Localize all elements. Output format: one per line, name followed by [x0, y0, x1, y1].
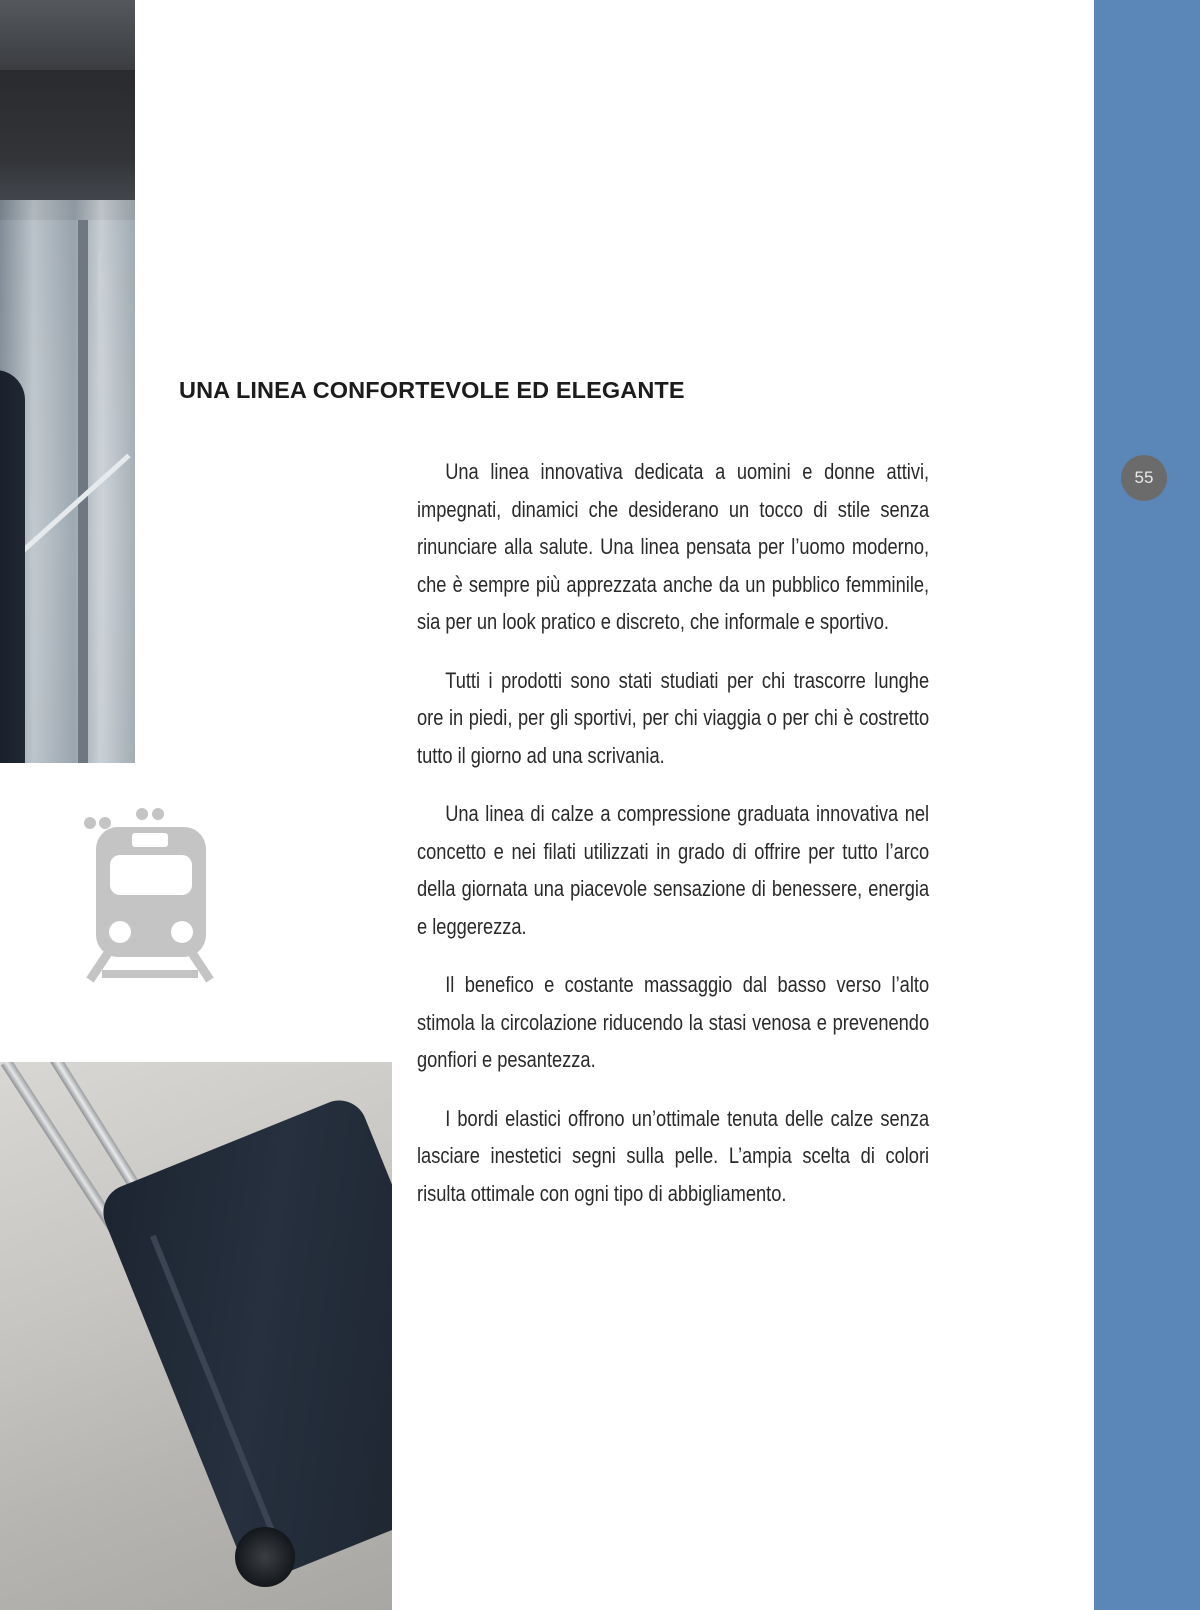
photo-beam [0, 70, 135, 220]
photo-suitcase-wheel [235, 1527, 295, 1587]
photo-suitcase-handle [1, 1062, 120, 1233]
photo-building-interior [0, 0, 135, 763]
paragraph: Il benefico e costante massaggio dal basso verso l’alto stimola la circolazione riducendo la stasi venosa e prevenendo gonfiori e pesantezza. [417, 972, 930, 1072]
photo-suitcase-body [95, 1092, 392, 1586]
article-body [417, 453, 929, 1233]
paragraph: Una linea innovativa dedicata a uomini e donne attivi, impegnati, dinamici che desiderano un tocco di stile senza rinunciare alla salute. Una linea pensata per l’uomo moderno, che è sempre più apprezzata anche da un pubblico femminile, sia per un look pratico e discreto, che informale e sportivo. [417, 459, 930, 634]
train-icon [80, 805, 220, 1005]
paragraph: Una linea di calze a compressione graduata innovativa nel concetto e nei filati utilizzati in grado di offrire per tutto l’arco della giornata una piacevole sensazione di benessere, energia e leggerezza. [417, 801, 930, 939]
page-number-badge: 55 [1121, 455, 1167, 501]
photo-person [0, 370, 25, 763]
photo-ceiling [0, 0, 135, 70]
paragraph: I bordi elastici offrono un’ottimale tenuta delle calze senza lasciare inestetici segni sulla pelle. L’ampia scelta di colori risulta ottimale con ogni tipo di abbigliamento. [417, 1105, 930, 1206]
side-color-band [1094, 0, 1200, 1610]
section-heading: UNA LINEA CONFORTEVOLE ED ELEGANTE [179, 377, 685, 403]
photo-frame [98, 250, 102, 763]
photo-suitcase [0, 1062, 392, 1610]
paragraph: Tutti i prodotti sono stati studiati per chi trascorre lunghe ore in piedi, per gli sportivi, per chi viaggia o per chi è costretto tutto il giorno ad una scrivania. [417, 667, 930, 768]
